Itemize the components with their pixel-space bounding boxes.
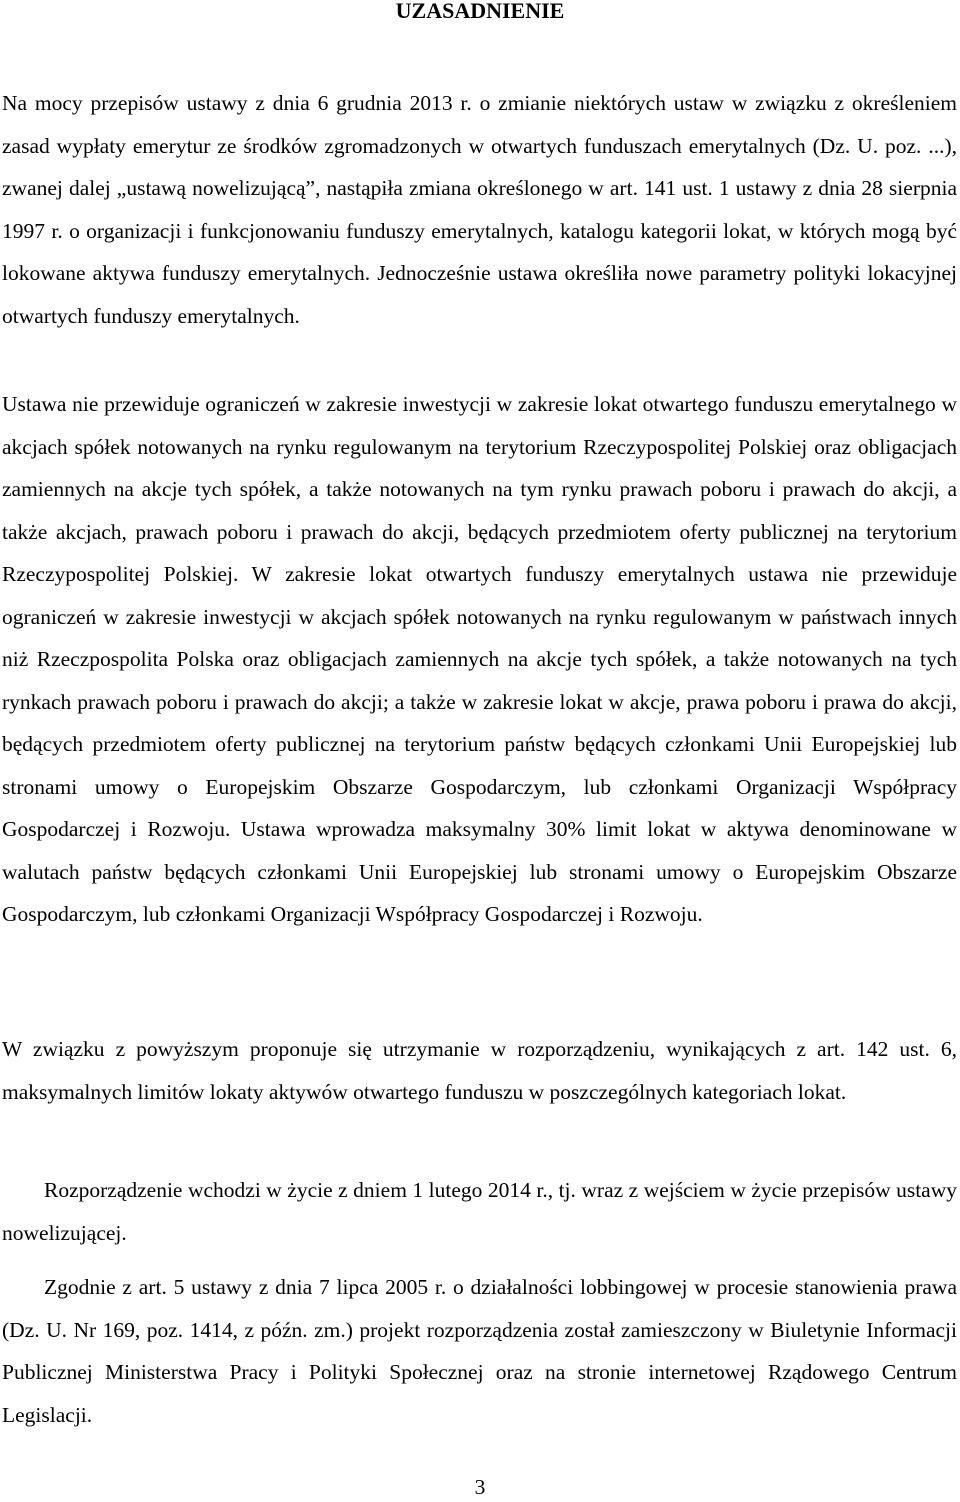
paragraph-entry-into-force: Rozporządzenie wchodzi w życie z dniem 1 lutego 2014 r., tj. wraz z wejściem w życie przepisów ustawy nowelizującej. [2,1178,957,1245]
page-number: 3 [474,1475,486,1499]
paragraph-investment-limits: Ustawa nie przewiduje ograniczeń w zakresie inwestycji w zakresie lokat otwartego funduszu emerytalnego w akcjach spółek notowanych na rynku regulowanym na terytorium Rzeczypospolitej Polskiej oraz obligacjach zamiennych na akcje tych spółek, a także notowanych na tym rynku prawach poboru i prawach do akcji, a także akcjach, prawach poboru i prawach do akcji, będących przedmiotem oferty publicznej na terytorium Rzeczypospolitej Polskiej. W zakresie lokat otwartych funduszy emerytalnych ustawa nie przewiduje ograniczeń w zakresie inwestycji w akcjach spółek notowanych na rynku regulowanym w państwach innych niż Rzeczpospolita Polska oraz obligacjach zamiennych na akcje tych spółek, a także notowanych na tych rynkach prawach poboru i prawach do akcji; a także w zakresie lokat w akcje, prawa poboru i prawa do akcji, będących przedmiotem oferty publicznej na terytorium państw będących członkami Unii Europejskiej lub stronami umowy o Europejskim Obszarze Gospodarczym, lub członkami Organizacji Współpracy Gospodarczej i Rozwoju. Ustawa wprowadza maksymalny 30% limit lokat w aktywa denominowane w walutach państw będących członkami Unii Europejskiej lub stronami umowy o Europejskim Obszarze Gospodarczym, lub członkami Organizacji Współpracy Gospodarczej i Rozwoju. [2,392,957,926]
document-title: UZASADNIENIE [395,0,565,23]
paragraph-lobbying-publication: Zgodnie z art. 5 ustawy z dnia 7 lipca 2005 r. o działalności lobbingowej w procesie stanowienia prawa (Dz. U. Nr 169, poz. 1414, z późn. zm.) projekt rozporządzenia został zamieszczony w Biuletynie Informacji Publicznej Ministerstwa Pracy i Polityki Społecznej oraz na stronie internetowej Rządowego Centrum Legislacji. [2,1275,957,1427]
paragraph-amendment-basis: Na mocy przepisów ustawy z dnia 6 grudnia 2013 r. o zmianie niektórych ustaw w związku z określeniem zasad wypłaty emerytur ze środków zgromadzonych w otwartych funduszach emerytalnych (Dz. U. poz. ...), zwanej dalej „ustawą nowelizującą”, nastąpiła zmiana określonego w art. 141 ust. 1 ustawy z dnia 28 sierpnia 1997 r. o organizacji i funkcjonowaniu funduszy emerytalnych, katalogu kategorii lokat, w których mogą być lokowane aktywa funduszy emerytalnych. Jednocześnie ustawa określiła nowe parametry polityki lokacyjnej otwartych funduszy emerytalnych. [2,91,957,328]
paragraph-proposal: W związku z powyższym proponuje się utrzymanie w rozporządzeniu, wynikających z art. 142 ust. 6, maksymalnych limitów lokaty aktywów otwartego funduszu w poszczególnych kategoriach lokat. [2,1037,957,1104]
